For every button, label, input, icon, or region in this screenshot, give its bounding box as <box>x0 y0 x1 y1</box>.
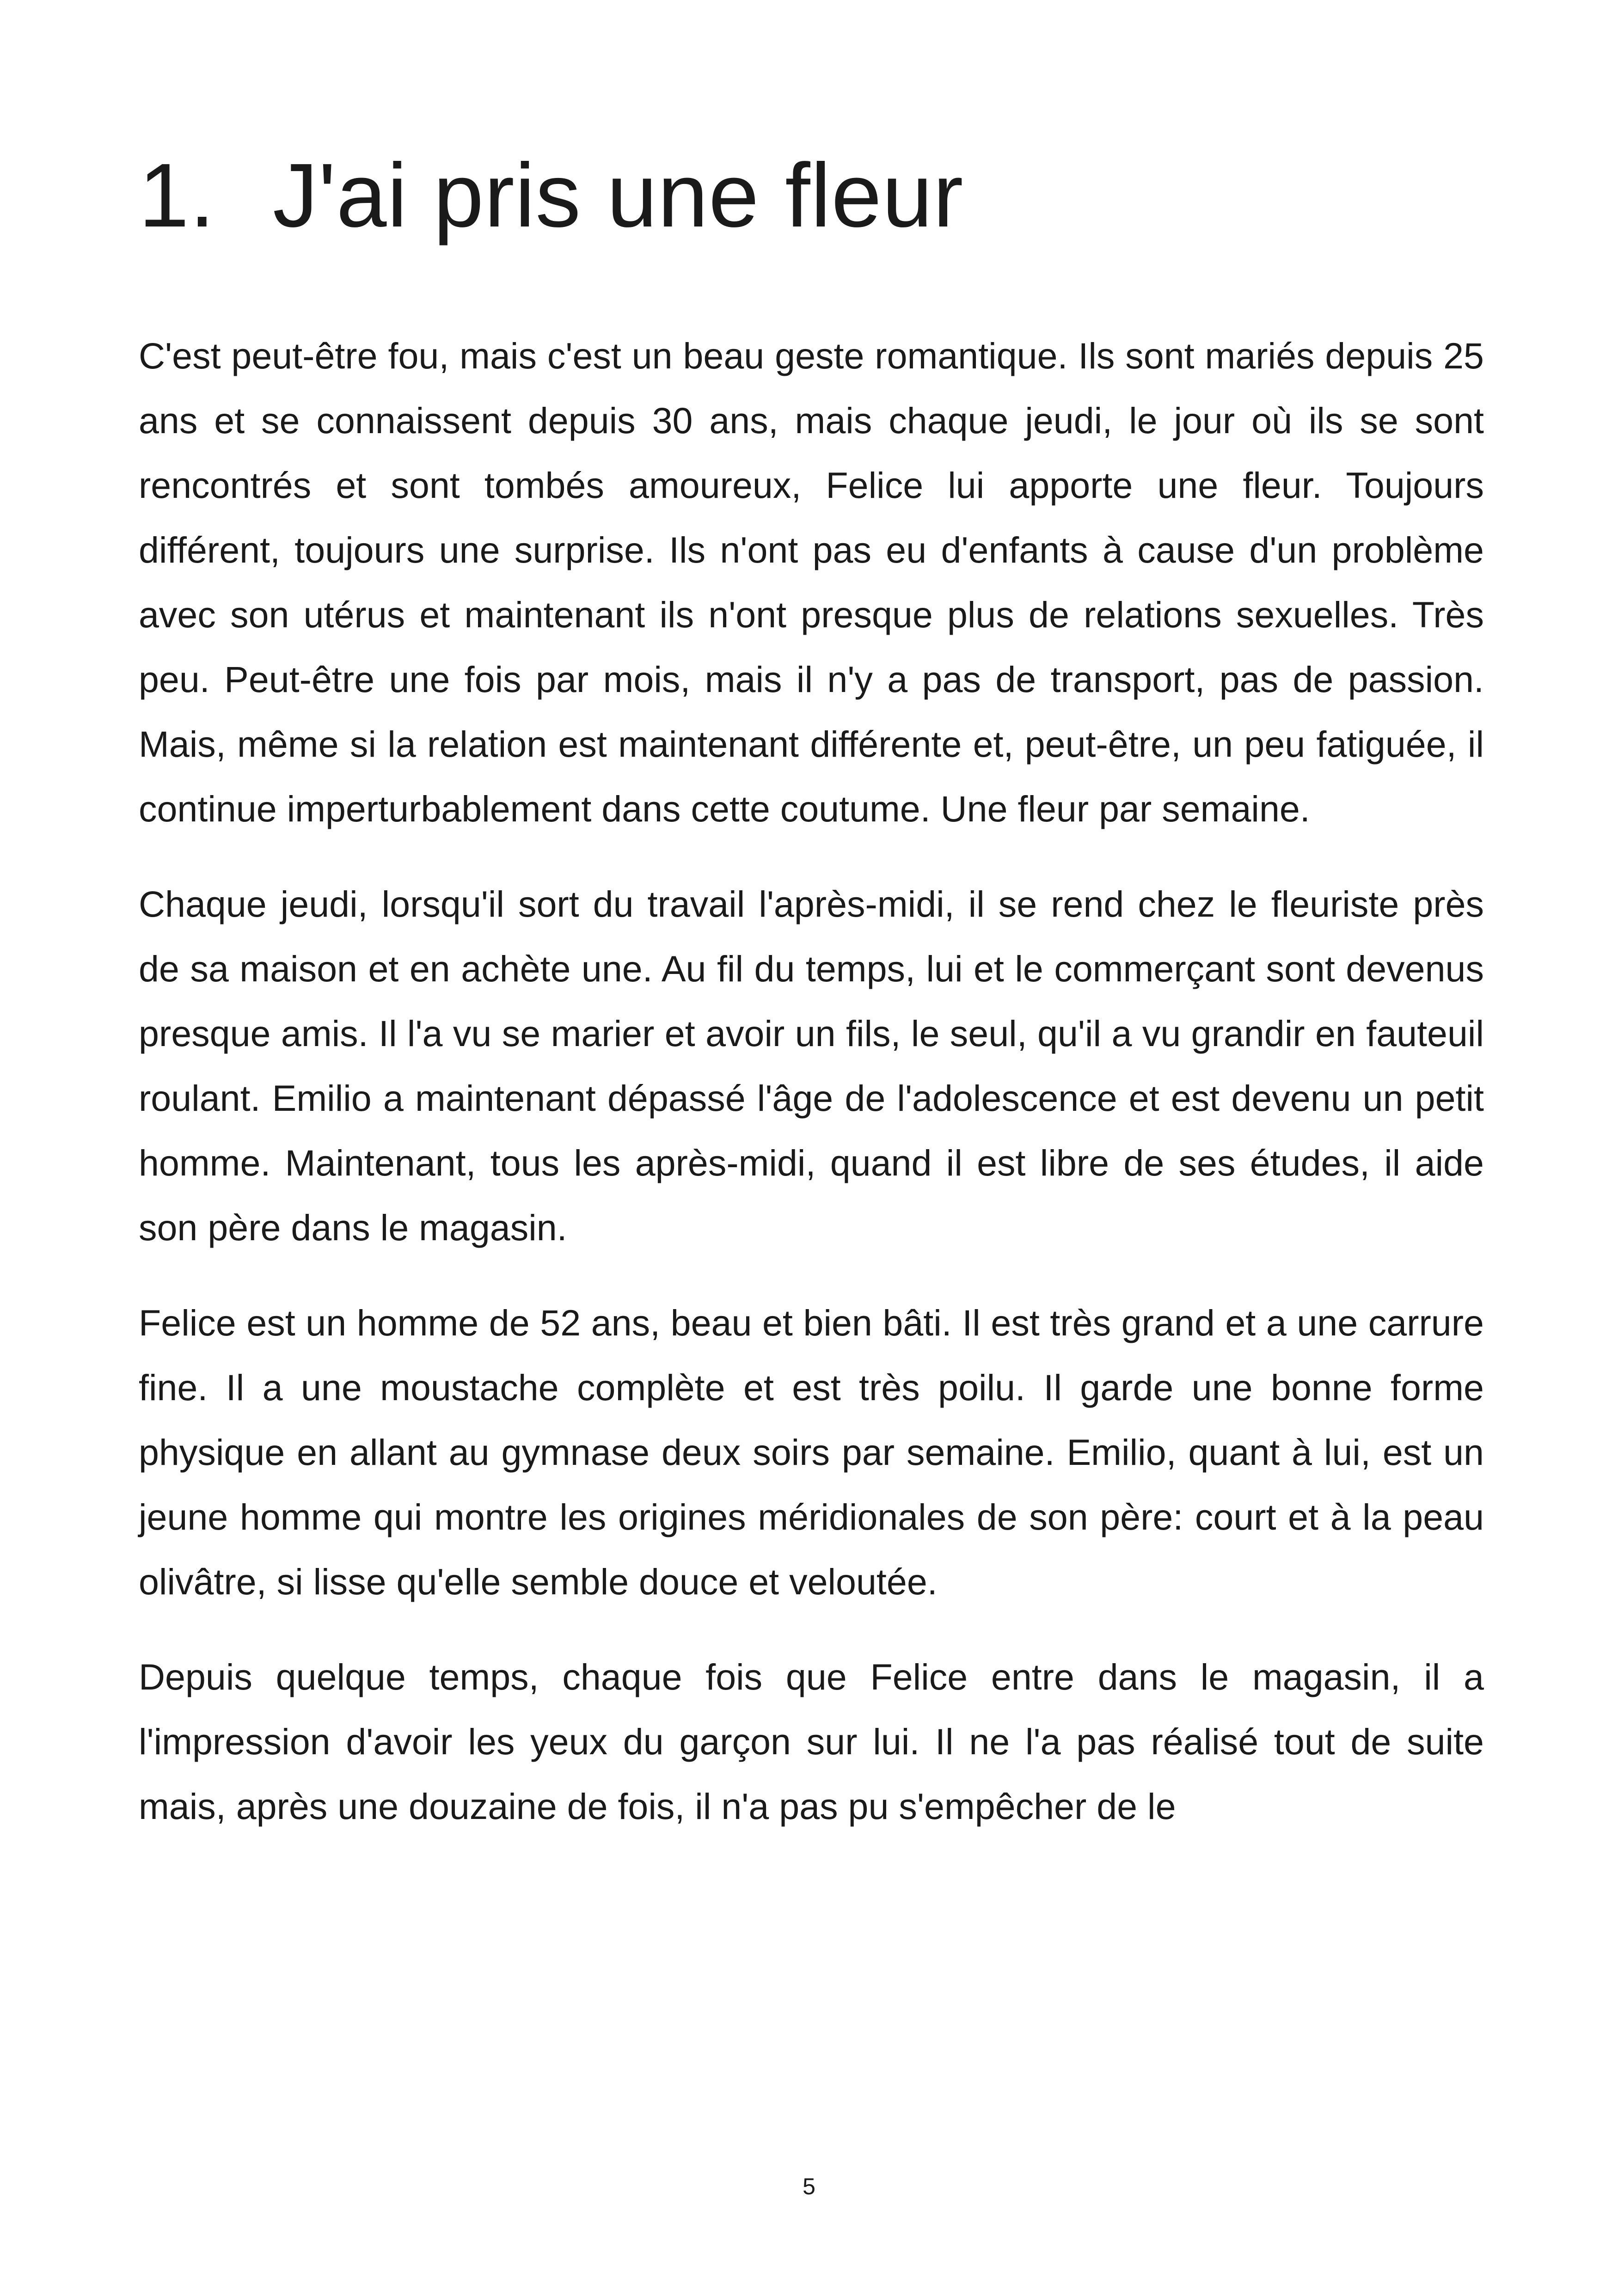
chapter-heading <box>139 143 1479 247</box>
chapter-title: J'ai pris une fleur <box>273 145 964 246</box>
body-text <box>139 324 1484 1869</box>
paragraph-4: Depuis quelque temps, chaque fois que Felice entre dans le magasin, il a l'impression d'avoir les yeux du garçon sur lui. Il ne l'a pas réalisé tout de suite mais, après une douzaine de fois, il n'a pas pu s'empêcher de le <box>139 1656 1484 1827</box>
paragraph-1: C'est peut-être fou, mais c'est un beau geste romantique. Ils sont mariés depuis 25 ans et se connaissent depuis 30 ans, mais chaque jeudi, le jour où ils se sont rencontrés et sont tombés amoureux, Felice lui apporte une fleur. Toujours différent, toujours une surprise. Ils n'ont pas eu d'enfants à cause d'un problème avec son utérus et maintenant ils n'ont presque plus de relations sexuelles. Très peu. Peut-être une fois par mois, mais il n'y a pas de transport, pas de passion. Mais, même si la relation est maintenant différente et, peut-être, un peu fatiguée, il continue imperturbablement dans cette coutume. Une fleur par semaine. <box>139 335 1484 829</box>
chapter-number: 1. <box>139 145 215 246</box>
paragraph-3: Felice est un homme de 52 ans, beau et bien bâti. Il est très grand et a une carrure fine. Il a une moustache complète et est très poilu. Il garde une bonne forme physique en allant au gymnase deux soirs par semaine. Emilio, quant à lui, est un jeune homme qui montre les origines méridionales de son père: court et à la peau olivâtre, si lisse qu'elle semble douce et veloutée. <box>139 1302 1484 1602</box>
page-number: 5 <box>803 2174 815 2199</box>
paragraph-2: Chaque jeudi, lorsqu'il sort du travail l'après-midi, il se rend chez le fleuriste près de sa maison et en achète une. Au fil du temps, lui et le commerçant sont devenus presque amis. Il l'a vu se marier et avoir un fils, le seul, qu'il a vu grandir en fauteuil roulant. Emilio a maintenant dépassé l'âge de l'adolescence et est devenu un petit homme. Maintenant, tous les après-midi, quand il est libre de ses études, il aide son père dans le magasin. <box>139 883 1484 1248</box>
